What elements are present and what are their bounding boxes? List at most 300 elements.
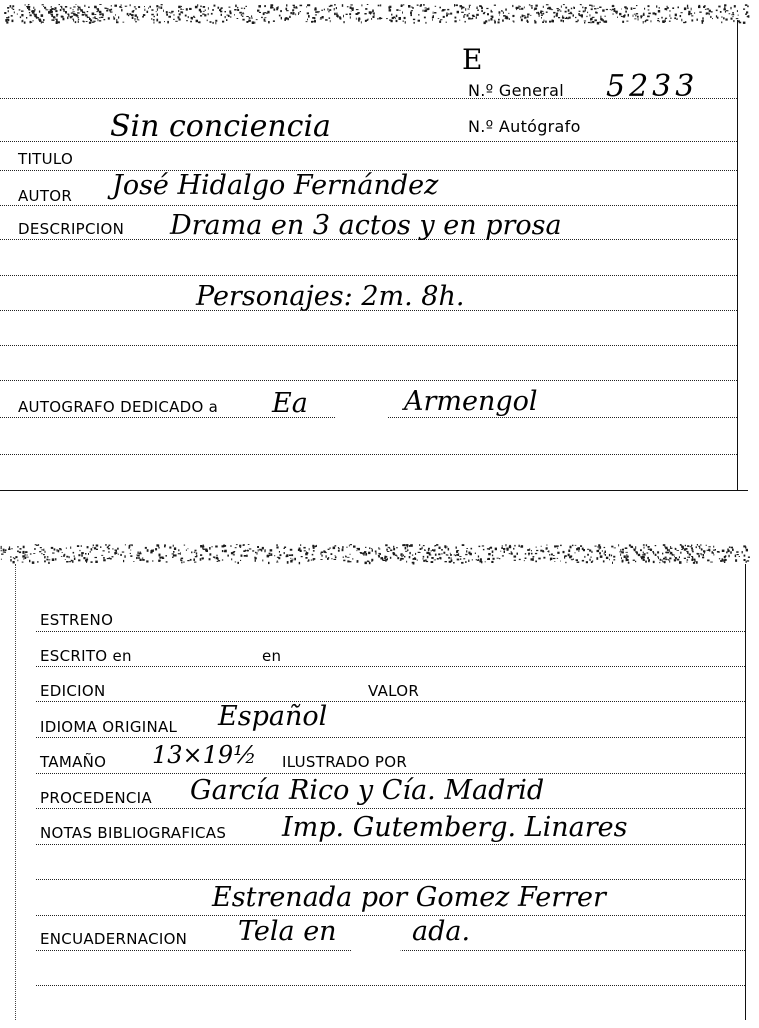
scan-speck (660, 560, 663, 561)
scan-speck (457, 11, 459, 14)
scan-speck (553, 12, 555, 14)
scan-speck (174, 554, 177, 556)
scan-speck (73, 14, 76, 16)
scan-speck (367, 4, 369, 5)
scan-speck (646, 19, 649, 21)
scan-speck (298, 549, 300, 551)
scan-speck (744, 555, 746, 557)
scan-speck (364, 554, 365, 556)
scan-speck (56, 20, 58, 22)
scan-speck (353, 546, 356, 548)
scan-speck (408, 5, 410, 8)
scan-speck (713, 552, 714, 553)
scan-speck (431, 561, 434, 563)
scan-speck (626, 558, 628, 560)
scan-speck (670, 14, 671, 17)
scan-speck (356, 550, 357, 551)
scan-speck (200, 6, 201, 8)
scan-speck (743, 545, 746, 547)
ruled-line (36, 915, 745, 916)
scan-speck (557, 8, 559, 9)
scan-speck (8, 10, 9, 12)
scan-speck (356, 9, 359, 10)
scan-speck (404, 17, 406, 19)
scan-speck (215, 20, 217, 22)
scan-speck (172, 557, 173, 558)
scan-speck (73, 9, 74, 10)
scan-speck (63, 18, 65, 21)
encuadernacion-handwritten-b: ada. (412, 916, 471, 947)
scan-speck (432, 549, 434, 551)
scan-speck (82, 14, 85, 16)
scan-speck (541, 13, 543, 14)
general-number-label: N.º General (468, 81, 565, 100)
scanned-card-edge-texture (0, 540, 750, 568)
scan-speck (168, 16, 171, 18)
scan-speck (622, 21, 624, 23)
scan-speck (32, 12, 35, 14)
scan-speck (298, 14, 299, 15)
scan-speck (446, 554, 448, 555)
scan-speck (691, 545, 692, 546)
scan-speck (616, 13, 618, 14)
scan-speck (634, 18, 636, 19)
scan-speck (23, 546, 25, 549)
scan-speck (210, 21, 212, 23)
scan-speck (200, 15, 202, 16)
ruled-line (36, 773, 745, 774)
scan-speck (419, 544, 420, 546)
scan-speck (157, 14, 158, 16)
scan-speck (69, 561, 72, 562)
scan-speck (20, 548, 22, 550)
scan-speck (412, 562, 414, 564)
idioma-handwritten: Español (218, 701, 328, 732)
scan-speck (230, 12, 232, 14)
scan-speck (132, 545, 133, 546)
scan-speck (627, 8, 629, 10)
scan-speck (286, 10, 289, 11)
scan-speck (604, 547, 606, 548)
scan-speck (699, 547, 700, 549)
scan-speck (98, 19, 99, 21)
scan-speck (330, 20, 331, 22)
scan-speck (262, 547, 264, 550)
scan-speck (435, 545, 437, 546)
scan-speck (499, 558, 500, 559)
scan-speck (590, 14, 591, 16)
scan-speck (376, 552, 377, 555)
scan-speck (466, 550, 467, 552)
scan-speck (325, 552, 327, 553)
scan-speck (674, 556, 675, 557)
scan-speck (140, 559, 142, 561)
scan-speck (13, 557, 14, 558)
scan-speck (298, 12, 299, 14)
scan-speck (51, 19, 52, 20)
scan-speck (213, 557, 215, 558)
scan-speck (69, 556, 70, 558)
scan-speck (557, 558, 558, 559)
scan-speck (409, 556, 411, 558)
scan-speck (24, 22, 26, 24)
scan-speck (243, 545, 245, 546)
scan-speck (636, 5, 637, 6)
scan-speck (628, 562, 630, 564)
scan-speck (286, 8, 288, 10)
scan-speck (328, 11, 330, 12)
scan-speck (101, 17, 104, 18)
scan-speck (222, 559, 223, 560)
catalog-card-back (0, 540, 748, 1020)
scan-speck (679, 561, 682, 564)
scan-speck (745, 4, 747, 6)
scan-speck (574, 7, 575, 9)
scan-speck (244, 8, 245, 9)
scan-speck (407, 546, 408, 547)
scan-speck (633, 15, 634, 17)
scan-speck (668, 549, 670, 551)
scan-speck (698, 5, 700, 7)
scan-speck (356, 18, 357, 20)
scan-speck (93, 547, 94, 548)
scan-speck (582, 560, 584, 562)
scan-speck (19, 9, 21, 10)
scan-speck (338, 550, 340, 552)
scan-speck (546, 545, 547, 546)
scan-speck (415, 553, 416, 555)
scan-speck (194, 562, 196, 563)
scan-speck (291, 554, 293, 556)
scan-speck (14, 558, 15, 560)
scan-speck (648, 13, 651, 15)
scan-speck (385, 559, 387, 561)
autor-label: AUTOR (18, 187, 73, 205)
scan-speck (606, 9, 608, 10)
scan-speck (242, 14, 245, 15)
scan-speck (519, 545, 520, 547)
scan-speck (200, 554, 202, 556)
scan-speck (729, 547, 731, 548)
scan-speck (235, 547, 237, 548)
scan-speck (73, 7, 75, 8)
scan-speck (157, 8, 158, 11)
scan-speck (494, 5, 496, 6)
scan-speck (683, 22, 685, 23)
scan-speck (114, 552, 116, 555)
scan-speck (500, 551, 501, 552)
scan-speck (738, 20, 740, 22)
scan-speck (431, 557, 433, 559)
scan-speck (161, 557, 163, 559)
scan-speck (659, 562, 660, 563)
scan-speck (665, 19, 666, 21)
scan-speck (388, 6, 389, 7)
scan-speck (519, 8, 520, 10)
scan-speck (691, 15, 693, 16)
scan-speck (512, 5, 513, 7)
scan-speck (23, 559, 25, 560)
scan-speck (549, 8, 552, 10)
scan-speck (437, 558, 439, 560)
scan-speck (424, 10, 426, 12)
scan-speck (305, 557, 307, 559)
scan-speck (229, 7, 231, 8)
scan-speck (264, 550, 265, 552)
scan-speck (422, 547, 423, 550)
scan-speck (587, 554, 589, 556)
scan-speck (334, 559, 337, 560)
scan-speck (367, 561, 369, 562)
scan-speck (712, 18, 713, 19)
scan-speck (321, 555, 322, 557)
scan-speck (203, 6, 205, 8)
scan-speck (34, 10, 35, 12)
scan-speck (44, 7, 46, 9)
scan-speck (57, 22, 58, 23)
scan-speck (571, 8, 572, 10)
scan-speck (731, 547, 733, 549)
scan-speck (173, 545, 174, 547)
estrenada-handwritten: Estrenada por Gomez Ferrer (212, 882, 606, 913)
scan-speck (91, 548, 93, 550)
scan-speck (563, 551, 565, 553)
scan-speck (565, 562, 566, 563)
scan-speck (619, 13, 621, 15)
scan-speck (316, 545, 317, 547)
scan-speck (725, 19, 727, 21)
scan-speck (687, 559, 689, 560)
scan-speck (54, 548, 56, 550)
scan-speck (547, 551, 549, 552)
scan-speck (557, 552, 559, 554)
scan-speck (357, 548, 358, 549)
scan-speck (436, 544, 438, 546)
scan-speck (149, 6, 151, 8)
scan-speck (409, 552, 410, 554)
scan-speck (385, 544, 387, 546)
scan-speck (658, 10, 660, 13)
scan-speck (396, 547, 398, 548)
ruled-line (36, 985, 745, 986)
scan-speck (324, 9, 325, 11)
scan-speck (32, 561, 35, 564)
scan-speck (690, 546, 692, 547)
scan-speck (633, 8, 636, 9)
scan-speck (371, 548, 372, 549)
scan-speck (664, 561, 665, 563)
scan-speck (17, 546, 18, 548)
scan-speck (597, 546, 599, 547)
scan-speck (284, 552, 285, 554)
scan-speck (684, 8, 686, 10)
scan-speck (665, 552, 667, 554)
scan-speck (215, 546, 218, 548)
scan-speck (543, 557, 545, 559)
scan-speck (308, 15, 310, 18)
scan-speck (428, 549, 430, 550)
scan-speck (380, 17, 381, 18)
scan-speck (599, 546, 601, 548)
scan-speck (468, 560, 469, 562)
scan-speck (431, 550, 432, 551)
scan-speck (117, 548, 119, 550)
scan-speck (680, 15, 682, 17)
scan-speck (578, 550, 580, 551)
scan-speck (173, 19, 175, 20)
scan-speck (528, 553, 529, 555)
scan-speck (499, 15, 500, 16)
scan-speck (160, 7, 162, 10)
valor-label: VALOR (368, 682, 420, 700)
scan-speck (308, 4, 310, 6)
scan-speck (95, 561, 98, 563)
scan-speck (26, 557, 28, 558)
catalog-card-front (0, 0, 748, 492)
scan-speck (730, 7, 731, 9)
scan-speck (209, 553, 211, 555)
scan-speck (128, 15, 129, 16)
scan-speck (678, 7, 680, 9)
scan-speck (634, 549, 636, 551)
scan-speck (387, 558, 388, 560)
scan-speck (135, 21, 137, 22)
scan-speck (104, 19, 106, 20)
scan-speck (77, 12, 80, 13)
scan-speck (563, 20, 564, 22)
scan-speck (540, 12, 542, 13)
scan-speck (599, 552, 601, 554)
scan-speck (405, 551, 407, 552)
scan-speck (286, 555, 288, 557)
scan-speck (513, 548, 514, 550)
scan-speck (34, 9, 35, 11)
scan-speck (634, 14, 636, 15)
scan-speck (469, 553, 471, 555)
scan-speck (9, 546, 10, 548)
scan-speck (37, 561, 38, 563)
scan-speck (159, 557, 161, 559)
scan-speck (251, 15, 252, 17)
scan-speck (358, 18, 361, 19)
scan-speck (258, 5, 261, 7)
scan-speck (504, 551, 505, 554)
scan-speck (148, 8, 149, 9)
scan-speck (371, 18, 372, 20)
scan-speck (469, 6, 470, 8)
scan-speck (113, 16, 114, 18)
scan-speck (723, 8, 726, 10)
scan-speck (610, 9, 611, 10)
scan-speck (349, 13, 351, 15)
scan-speck (369, 11, 372, 14)
scan-speck (246, 21, 248, 23)
encuadernacion-handwritten-a: Tela en (238, 916, 337, 947)
scan-speck (130, 553, 131, 554)
scan-speck (656, 555, 657, 556)
scan-speck (696, 561, 698, 564)
scan-speck (674, 559, 676, 561)
scan-speck (60, 9, 62, 11)
scan-speck (658, 557, 659, 559)
scan-speck (397, 557, 399, 559)
scan-speck (501, 547, 503, 549)
scan-speck (278, 6, 279, 8)
scan-speck (155, 548, 157, 550)
scan-speck (575, 552, 576, 553)
scan-speck (643, 14, 645, 16)
scan-speck (669, 21, 671, 22)
scan-speck (186, 8, 188, 10)
scan-speck (552, 20, 554, 23)
scan-speck (320, 559, 322, 560)
scan-speck (11, 548, 12, 549)
scan-speck (707, 560, 709, 562)
scan-speck (131, 14, 134, 16)
scan-speck (728, 555, 729, 557)
scan-speck (314, 17, 315, 19)
scan-speck (597, 8, 598, 9)
scan-speck (476, 16, 477, 18)
scan-speck (286, 4, 287, 6)
scan-speck (25, 551, 27, 553)
scan-speck (609, 554, 610, 556)
scan-speck (331, 558, 333, 559)
scan-speck (61, 556, 62, 557)
scan-speck (44, 549, 45, 551)
scan-speck (279, 15, 281, 17)
scan-speck (356, 13, 358, 15)
scan-speck (4, 12, 6, 14)
scan-speck (590, 557, 592, 558)
scan-speck (51, 547, 53, 549)
scan-speck (596, 557, 598, 560)
scan-speck (61, 16, 63, 18)
scan-speck (466, 548, 468, 549)
scan-speck (1, 559, 2, 560)
scan-speck (488, 553, 491, 555)
scan-speck (350, 7, 352, 9)
scan-speck (697, 19, 698, 21)
scan-speck (10, 5, 12, 7)
scan-speck (21, 11, 24, 12)
scan-speck (434, 12, 436, 14)
scan-speck (252, 17, 253, 19)
scan-speck (569, 556, 572, 558)
scan-speck (118, 554, 119, 555)
scan-speck (595, 546, 597, 547)
scan-speck (293, 559, 294, 561)
encuadernacion-label: ENCUADERNACION (40, 930, 188, 948)
scan-speck (554, 545, 556, 547)
scan-speck (299, 562, 300, 564)
scan-speck (73, 552, 75, 554)
scan-speck (589, 559, 590, 561)
scan-speck (591, 551, 592, 553)
scan-speck (589, 550, 591, 552)
scan-speck (719, 558, 720, 559)
scan-speck (509, 553, 511, 554)
scan-speck (658, 18, 660, 19)
scan-speck (325, 19, 328, 21)
tamano-label: TAMAÑO (40, 753, 107, 771)
scan-speck (516, 8, 517, 10)
scan-speck (575, 545, 577, 546)
scan-speck (17, 560, 18, 562)
scan-speck (123, 22, 125, 23)
scan-speck (93, 21, 95, 22)
scan-speck (293, 12, 294, 13)
